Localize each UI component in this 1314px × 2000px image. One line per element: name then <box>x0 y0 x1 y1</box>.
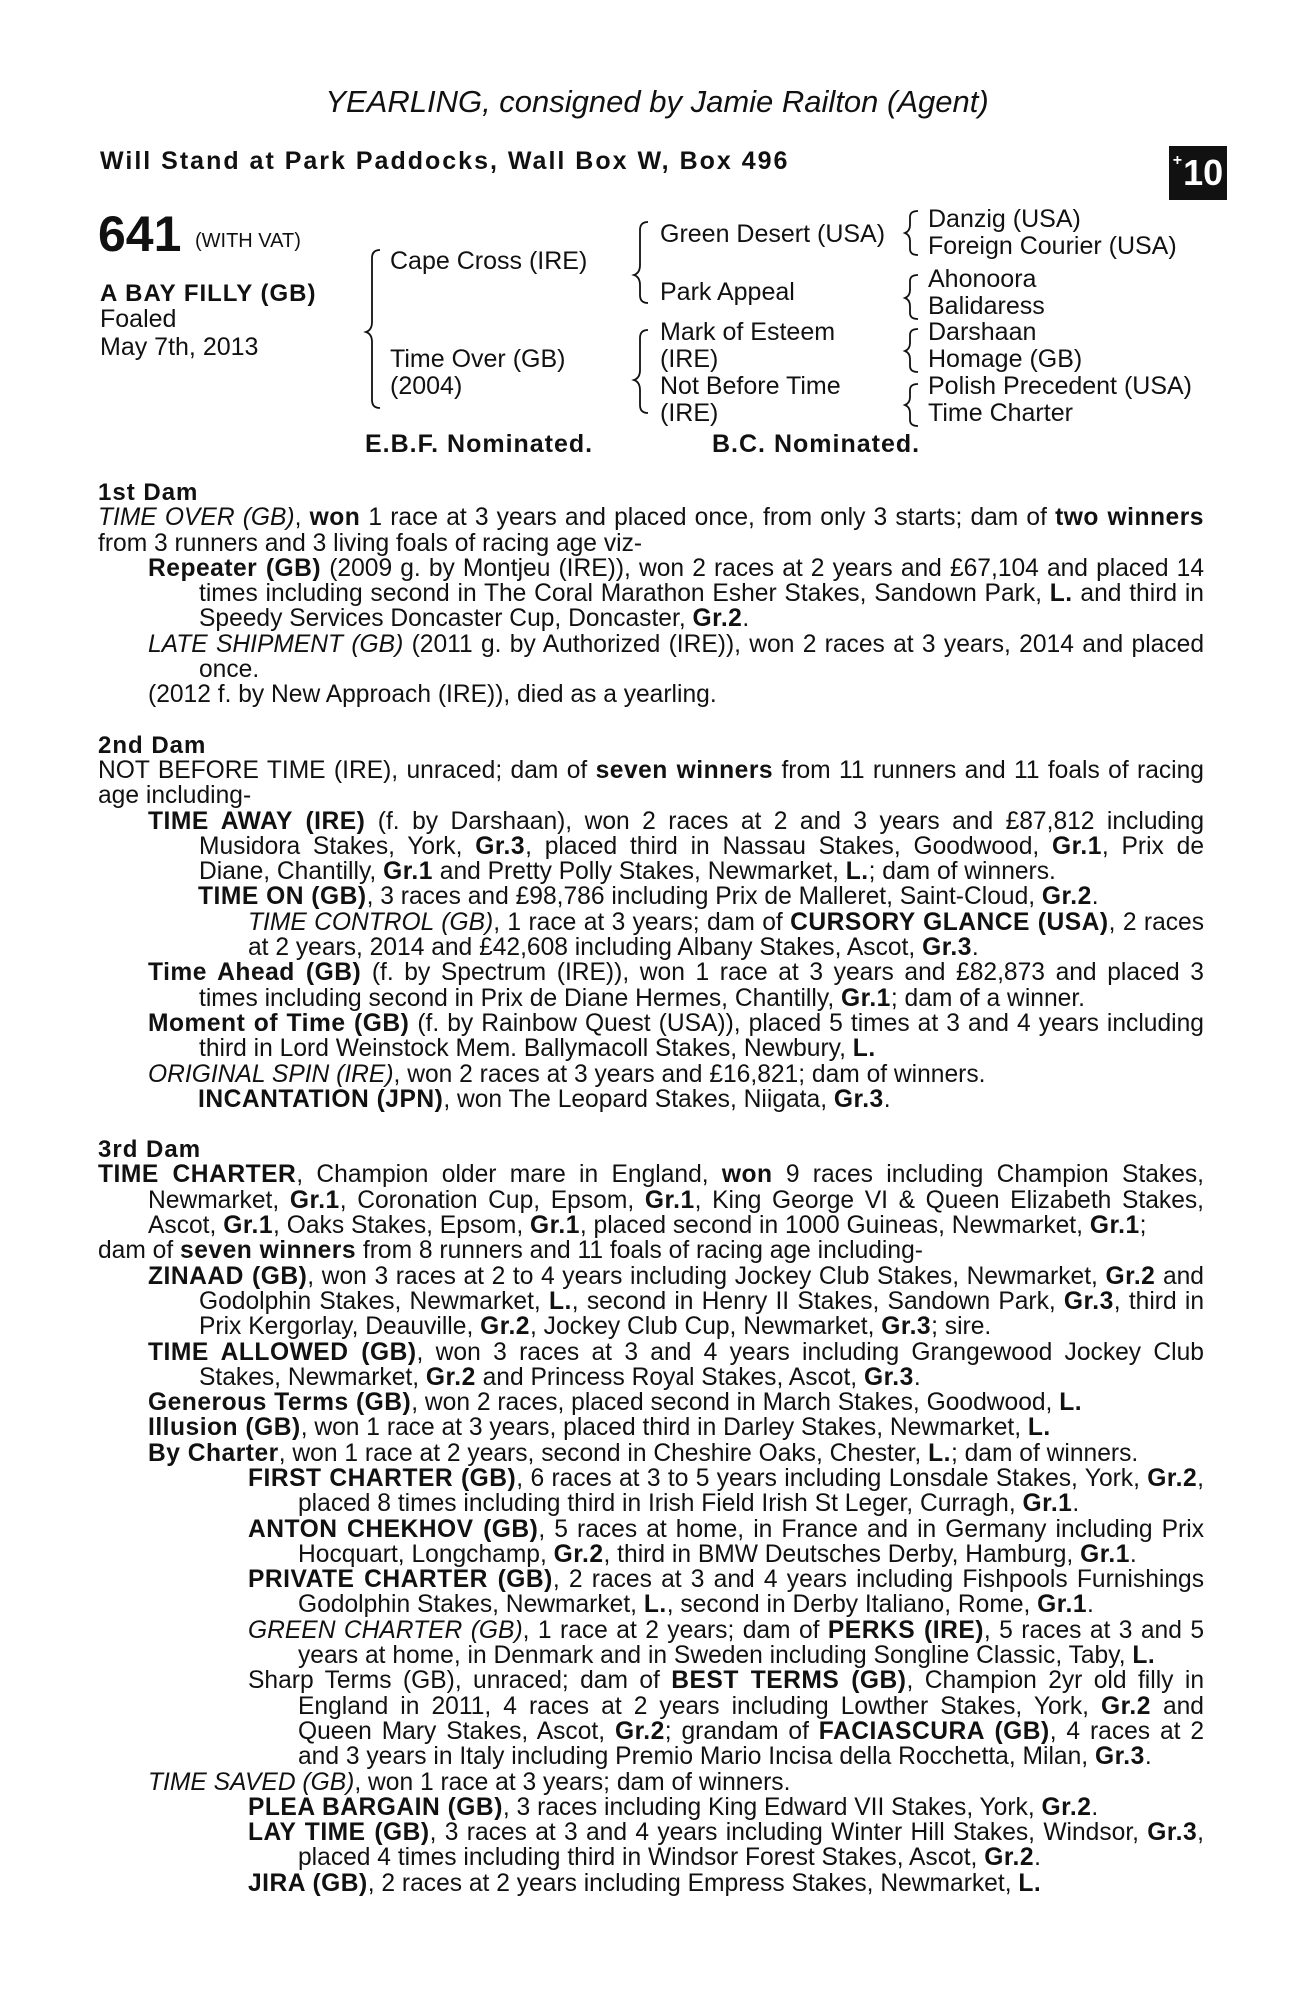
ped-sire: Cape Cross (IRE) <box>390 247 588 275</box>
third-dam-grandproduce-6: PLEA BARGAIN (GB), 3 races including King Edward VII Stakes, York, Gr.2. <box>248 1793 1099 1821</box>
third-dam-grandproduce-4: GREEN CHARTER (GB), 1 race at 2 years; dam of PERKS (IRE), 5 races at 3 and 5 years at home, in Denmark and in Sweden including Songline Classic, Taby, L. <box>248 1616 1204 1670</box>
ebf-nominated: E.B.F. Nominated. <box>365 430 594 458</box>
bracket-sire-dam <box>366 250 380 408</box>
ped-sire-dam: Park Appeal <box>660 278 795 306</box>
third-dam-grandproduce-2: ANTON CHEKHOV (GB), 5 races at home, in France and in Germany including Prix Hocquart, Longchamp, Gr.2, third in BMW Deutsches Derby, Hamburg, Gr.1. <box>248 1515 1204 1568</box>
bracket-dam-parents <box>634 330 648 413</box>
third-dam-produce-1: ZINAAD (GB), won 3 races at 2 to 4 years including Jockey Club Stakes, Newmarket, Gr.2 and Godolphin Stakes, Newmarket, L., second in Henry II Stakes, Sandown Park, Gr.3, third in Prix Kergorlay, Deauville, Gr.2, Jockey Club Cup, Newmarket, Gr.3; sire. <box>148 1262 1204 1341</box>
third-dam-grandproduce-3: PRIVATE CHARTER (GB), 2 races at 3 and 4 years including Fishpools Furnishings Godolphin Stakes, Newmarket, L., second in Derby Italiano, Rome, Gr.1. <box>248 1566 1204 1619</box>
foaled-label: Foaled <box>100 305 177 333</box>
third-dam-grandproduce-8: JIRA (GB), 2 races at 2 years including Empress Stakes, Newmarket, L. <box>248 1869 1042 1897</box>
third-dam-heading: 3rd Dam <box>98 1136 202 1164</box>
third-dam-grandproduce-5: Sharp Terms (GB), unraced; dam of BEST TERMS (GB), Champion 2yr old filly in England in 2011, 4 races at 2 years including Lowther Stakes, York, Gr.2 and Queen Mary Stakes, Ascot, Gr.2; grandam of FACIASCURA (GB), 4 races at 2 and 3 years in Italy including Premio Mario Incisa della Rocchetta, Milan, Gr.3. <box>248 1667 1205 1771</box>
ped-g2: Foreign Courier (USA) <box>928 232 1177 260</box>
first-dam-produce-2: LATE SHIPMENT (GB) (2011 g. by Authorized (IRE)), won 2 races at 3 years, 2014 and placed once. <box>148 630 1204 684</box>
ped-dam-sire-2: (IRE) <box>660 345 719 373</box>
third-dam-produce-2: TIME ALLOWED (GB), won 3 races at 3 and 4 years including Grangewood Jockey Club Stakes, Newmarket, Gr.2 and Princess Royal Stakes, Ascot, Gr.3. <box>148 1338 1204 1391</box>
ped-g3: Ahonoora <box>928 265 1037 293</box>
third-dam-produce-4: Illusion (GB), won 1 race at 3 years, placed third in Darley Stakes, Newmarket, L. <box>148 1414 1051 1442</box>
badge-plus: + <box>1172 152 1183 169</box>
second-dam-produce-1: TIME AWAY (IRE) (f. by Darshaan), won 2 races at 2 and 3 years and £87,812 including Musidora Stakes, York, Gr.3, placed third in Nassau Stakes, Goodwood, Gr.1, Prix de Diane, Chantilly, Gr.1 and Pretty Polly Stakes, Newmarket, L.; dam of winners. <box>148 807 1204 886</box>
vat-note: (WITH VAT) <box>195 230 301 252</box>
third-dam-produce-5: By Charter, won 1 race at 2 years, second in Cheshire Oaks, Chester, L.; dam of winners. <box>148 1439 1139 1467</box>
ped-dam-line2: (2004) <box>390 372 463 400</box>
ped-g1: Danzig (USA) <box>928 205 1081 233</box>
third-dam-produce-6: TIME SAVED (GB), won 1 race at 3 years; dam of winners. <box>148 1768 791 1796</box>
ped-dam-line1: Time Over (GB) <box>390 345 566 373</box>
bracket-g3 <box>905 329 918 372</box>
second-dam-grandproduce-1: TIME ON (GB), 3 races and £98,786 including Prix de Malleret, Saint-Cloud, Gr.2. <box>198 883 1099 911</box>
ped-dam-dam-2: (IRE) <box>660 399 719 427</box>
second-dam-grandproduce-2: TIME CONTROL (GB), 1 race at 3 years; dam of CURSORY GLANCE (USA), 2 races at 2 years, 2014 and £42,608 including Albany Stakes, Ascot, Gr.3. <box>248 908 1205 962</box>
ped-g6: Homage (GB) <box>928 345 1083 373</box>
second-dam-text: NOT BEFORE TIME (IRE), unraced; dam of seven winners from 11 runners and 11 foals of racing age including- <box>98 756 1204 810</box>
first-dam-text: TIME OVER (GB), won 1 race at 3 years and placed once, from only 3 starts; dam of two winners from 3 runners and 3 living foals of racing age viz- <box>98 504 1204 557</box>
second-dam-heading: 2nd Dam <box>98 731 207 759</box>
ped-g5: Darshaan <box>928 318 1037 346</box>
second-dam-produce-2: Time Ahead (GB) (f. by Spectrum (IRE)), won 1 race at 3 years and £82,873 and placed 3 times including second in Prix de Diane Hermes, Chantilly, Gr.1; dam of a winner. <box>148 959 1204 1012</box>
foaled-date: May 7th, 2013 <box>100 333 259 361</box>
first-dam-produce-3: (2012 f. by New Approach (IRE)), died as a yearling. <box>148 681 717 709</box>
ped-sire-sire: Green Desert (USA) <box>660 220 886 248</box>
stand-location: Will Stand at Park Paddocks, Wall Box W, Box 496 <box>100 147 790 175</box>
ped-g4: Balidaress <box>928 292 1045 320</box>
first-dam-produce-1: Repeater (GB) (2009 g. by Montjeu (IRE)), won 2 races at 2 years and £67,104 and placed 14 times including second in The Coral Marathon Esher Stakes, Sandown Park, L. and third in Speedy Services Doncaster Cup, Doncaster, Gr.2. <box>148 554 1204 633</box>
lot-number: 641 <box>98 206 182 262</box>
ped-dam-sire-1: Mark of Esteem <box>660 318 836 346</box>
bracket-g2 <box>905 275 918 319</box>
second-dam-produce-4: ORIGINAL SPIN (IRE), won 2 races at 3 years and £16,821; dam of winners. <box>148 1060 986 1088</box>
third-dam-summary: dam of seven winners from 8 runners and 11 foals of racing age including- <box>98 1237 923 1265</box>
ped-dam-dam-1: Not Before Time <box>660 372 841 400</box>
header-title: YEARLING, consigned by Jamie Railton (Agent) <box>325 84 989 119</box>
second-dam-grandproduce-3: INCANTATION (JPN), won The Leopard Stakes, Niigata, Gr.3. <box>198 1085 891 1113</box>
produce-record <box>98 480 1204 1896</box>
bracket-g1 <box>905 211 918 255</box>
badge-number: 10 <box>1183 152 1224 193</box>
first-dam-heading: 1st Dam <box>98 479 199 506</box>
bracket-sire-parents <box>634 222 648 303</box>
third-dam-grandproduce-7: LAY TIME (GB), 3 races at 3 and 4 years including Winter Hill Stakes, Windsor, Gr.3, placed 4 times including third in Windsor Forest Stakes, Ascot, Gr.2. <box>248 1819 1204 1872</box>
ped-g8: Time Charter <box>928 399 1073 427</box>
third-dam-text: TIME CHARTER, Champion older mare in England, won 9 races including Champion Stakes, Newmarket, Gr.1, Coronation Cup, Epsom, Gr.1, King George VI & Queen Elizabeth Stakes, Ascot, Gr.1, Oaks Stakes, Epsom, Gr.1, placed second in 1000 Guineas, Newmarket, Gr.1; <box>98 1161 1205 1240</box>
bc-nominated: B.C. Nominated. <box>712 430 921 458</box>
ped-g7: Polish Precedent (USA) <box>928 372 1193 400</box>
third-dam-grandproduce-1: FIRST CHARTER (GB), 6 races at 3 to 5 years including Lonsdale Stakes, York, Gr.2, placed 8 times including third in Irish Field Irish St Leger, Curragh, Gr.1. <box>248 1464 1204 1518</box>
third-dam-produce-3: Generous Terms (GB), won 2 races, placed second in March Stakes, Goodwood, L. <box>148 1389 1083 1417</box>
second-dam-produce-3: Moment of Time (GB) (f. by Rainbow Quest (USA)), placed 5 times at 3 and 4 years including third in Lord Weinstock Mem. Ballymacoll Stakes, Newbury, L. <box>148 1009 1204 1063</box>
bracket-g4 <box>905 384 918 426</box>
lot-name: A BAY FILLY (GB) <box>100 280 317 307</box>
